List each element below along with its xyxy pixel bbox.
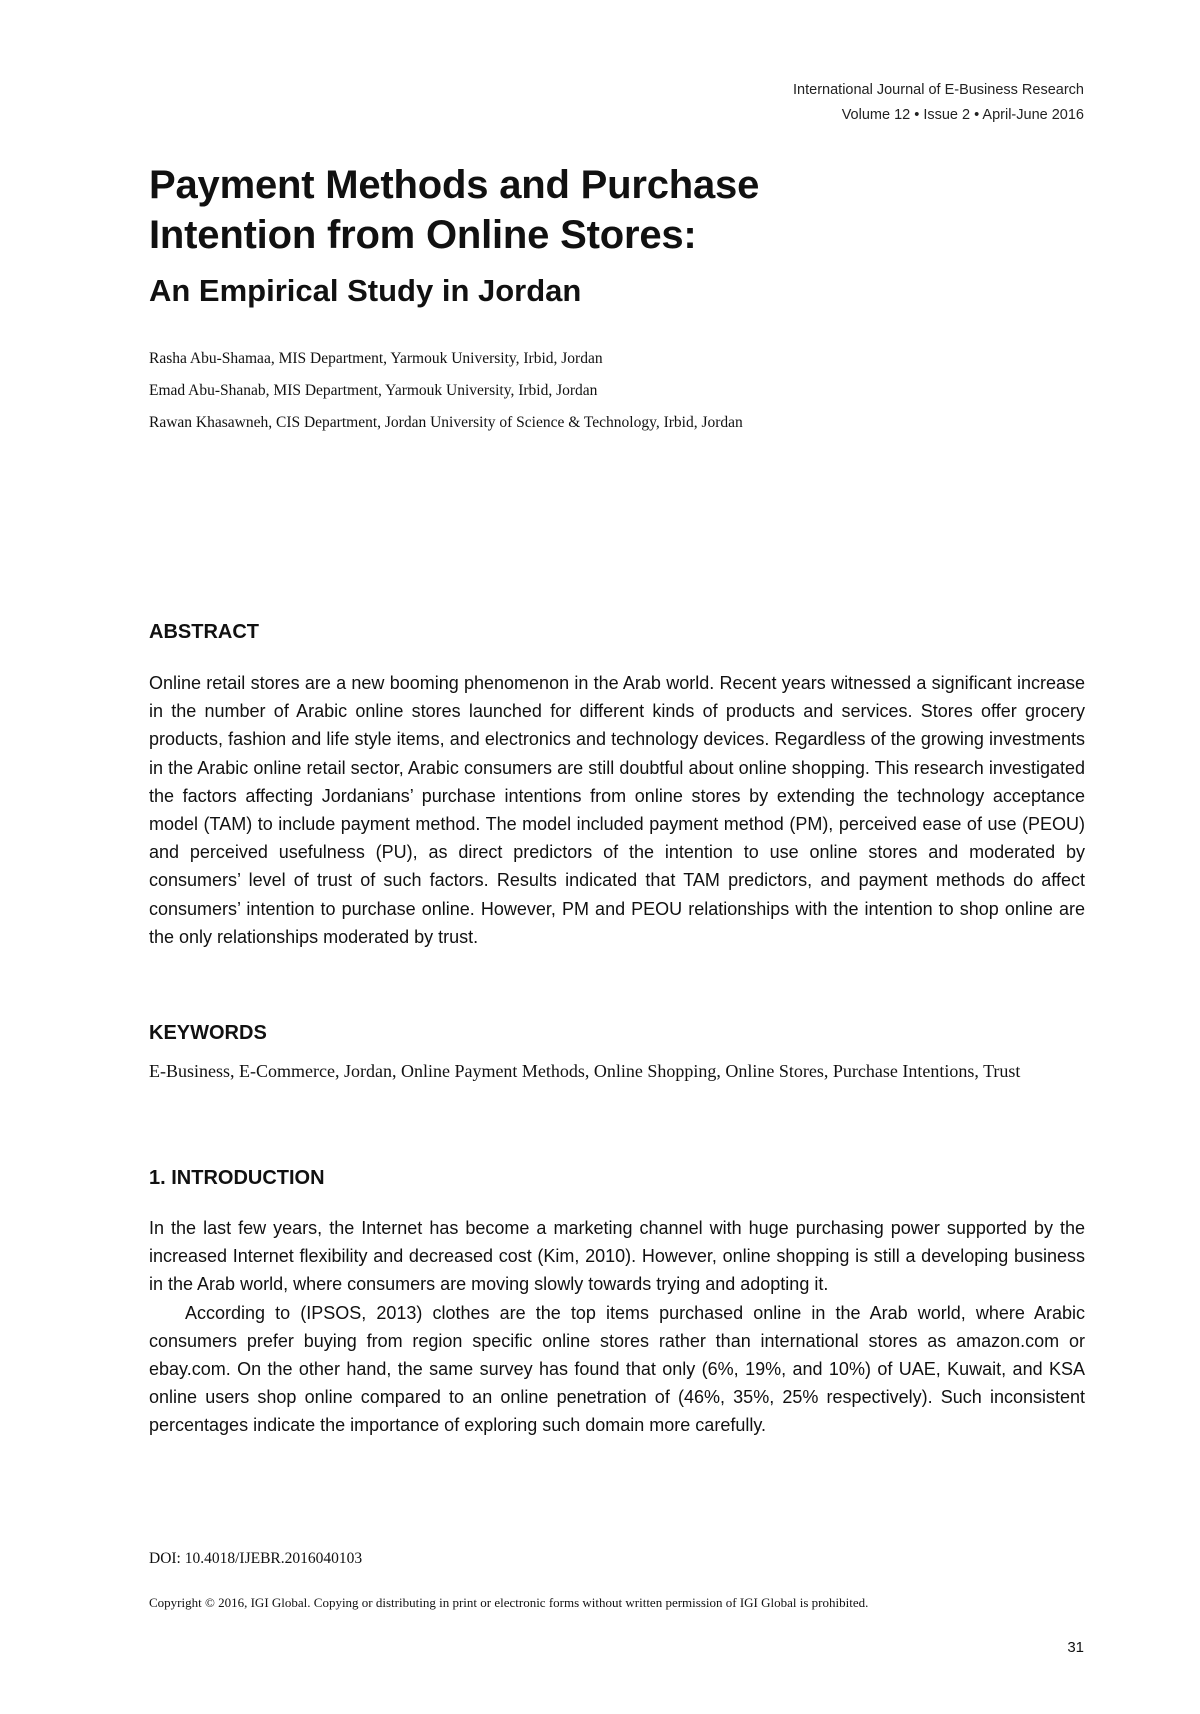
abstract-section-heading — [149, 619, 1085, 645]
introduction-body — [149, 1214, 1085, 1440]
author-list — [149, 343, 1089, 439]
title-block — [149, 160, 1089, 311]
journal-name: International Journal of E-Business Research — [793, 82, 1084, 98]
journal-header — [793, 78, 1084, 128]
introduction-paragraph-1: In the last few years, the Internet has become a marketing channel with huge purchasing power supported by the increased Internet flexibility and decreased cost (Kim, 2010). However, online shopping is still a developing business in the Arab world, where consumers are moving slowly towards trying and adopting it. — [149, 1218, 1085, 1295]
introduction-section-heading — [149, 1165, 1085, 1191]
paper-subtitle: An Empirical Study in Jordan — [149, 273, 582, 308]
copyright-notice: Copyright © 2016, IGI Global. Copying or distributing in print or electronic forms without written permission of IGI Global is prohibited. — [149, 1595, 869, 1610]
journal-issue: Volume 12 • Issue 2 • April-June 2016 — [841, 107, 1084, 123]
introduction-paragraph-2: According to (IPSOS, 2013) clothes are the top items purchased online in the Arab world, where Arabic consumers prefer buying from region specific online stores rather than international stores as amazon.com or ebay.com. On the other hand, the same survey has found that only (6%, 19%, and 10%) of UAE, Kuwait, and KSA online users shop online compared to an online penetration of (46%, 35%, 25% respectively). Such inconsistent percentages indicate the importance of exploring such domain more carefully. — [149, 1302, 1085, 1436]
abstract-body — [149, 669, 1085, 951]
author-affiliation: Emad Abu-Shanab, MIS Department, Yarmouk University, Irbid, Jordan — [149, 382, 598, 399]
paper-title-line-1: Payment Methods and Purchase — [149, 163, 760, 207]
abstract-heading: ABSTRACT — [149, 621, 259, 643]
abstract-text: Online retail stores are a new booming phenomenon in the Arab world. Recent years witnessed a significant increase in the number of Arabic online stores launched for different kinds of products and services. Stores offer grocery products, fashion and life style items, and electronics and technology devices. Regardless of the growing investments in the Arabic online retail sector, Arabic consumers are still doubtful about online shopping. This research investigated the factors affecting Jordanians’ purchase intentions from online stores by extending the technology acceptance model (TAM) to include payment method. The model included payment method (PM), perceived ease of use (PEOU) and perceived usefulness (PU), as direct predictors of the intention to use online stores and moderated by consumers’ level of trust of such factors. Results indicated that TAM predictors, and payment methods do affect consumers’ intention to purchase online. However, PM and PEOU relationships with the intention to shop online are the only relationships moderated by trust. — [149, 673, 1085, 947]
doi-link[interactable]: DOI: 10.4018/IJEBR.2016040103 — [149, 1550, 363, 1567]
keywords-section-heading — [149, 1020, 1085, 1046]
page-number: 31 — [1067, 1639, 1084, 1656]
author-affiliation: Rawan Khasawneh, CIS Department, Jordan University of Science & Technology, Irbid, Jordan — [149, 414, 743, 431]
introduction-heading: 1. INTRODUCTION — [149, 1167, 325, 1189]
paper-title-line-2: Intention from Online Stores: — [149, 213, 697, 257]
author-affiliation: Rasha Abu-Shamaa, MIS Department, Yarmouk University, Irbid, Jordan — [149, 350, 603, 367]
keywords-text: E-Business, E-Commerce, Jordan, Online Payment Methods, Online Shopping, Online Stores, Purchase Intentions, Trust — [149, 1061, 1021, 1081]
keywords-heading: KEYWORDS — [149, 1022, 267, 1044]
